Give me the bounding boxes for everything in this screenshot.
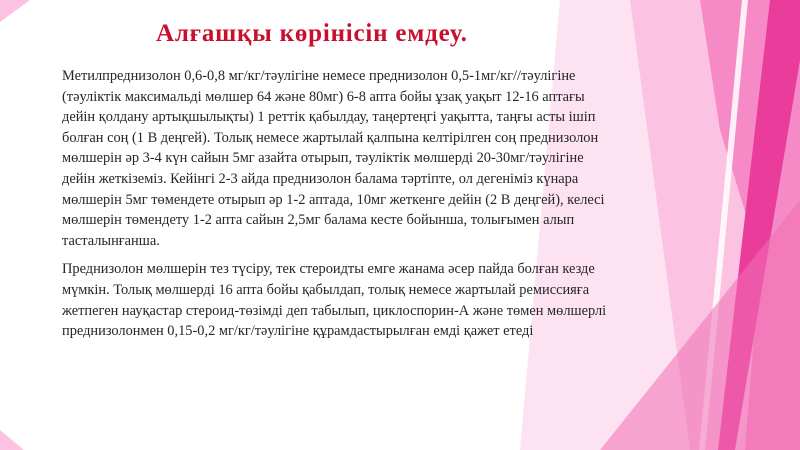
slide-title: Алғашқы көрінісін емдеу. <box>156 20 468 47</box>
slide-body <box>62 66 614 350</box>
paragraph-2: Преднизолон мөлшерін тез түсіру, тек стероидты емге жанама әсер пайда болған кезде мүмкін. Толық мөлшерді 16 апта бойы қабылдап, толық немесе жартылай ремиссияға жетпеген науқастар стероид-төзімді деп табылып, циклоспорин-А және төмен мөлшерлі преднизолонмен 0,15-0,2 мг/кг/тәулігіне құрамдастырылған емді қажет етеді <box>62 261 607 340</box>
bottom-left-accent <box>0 430 24 450</box>
paragraph-1: Метилпреднизолон 0,6-0,8 мг/кг/тәулігіне немесе преднизолон 0,5-1мг/кг//тәулігіне (тәуліктік максимальді мөлшер 64 және 80мг) 6-8 апта бойы ұзақ уақыт 12-16 аптағы дейін қолдану артықшылықты) 1 реттік қабылдау, таңертеңгі уақытта, таңғы асты ішіп болған соң (1 В деңгей). Толық немесе жартылай қалпына келтірілген соң преднизолон мөлшерін әр 3-4 күн сайын 5мг азайта отырып, тәуліктік мөлшерді 20-30мг/тәулігіне дейін жеткіземіз. Кейінгі 2-3 айда преднизолон балама тәртіпте, ол дегеніміз күнара мөлшерін 5мг төмендете отырып әр 1-2 аптада, 10мг жеткенге дейін (2 В деңгей), келесі мөлшерін төмендету 1-2 апта сайын 2,5мг балама кесте бойынша, толығымен алып тасталынғанша. <box>62 68 605 249</box>
corner-accent <box>0 0 30 22</box>
